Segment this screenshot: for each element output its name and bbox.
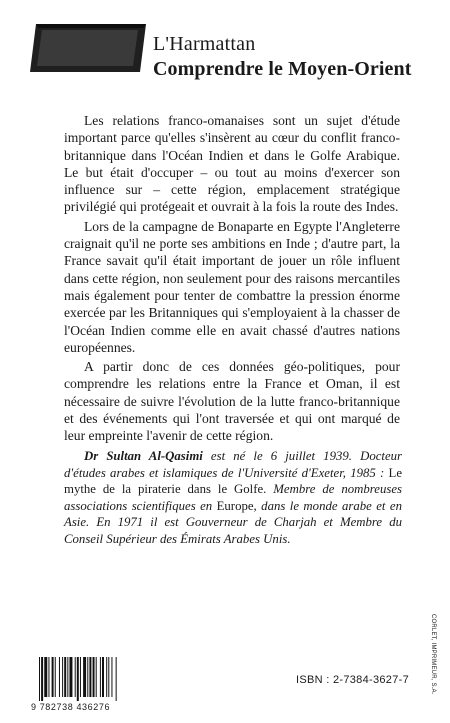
- barcode-bar: [67, 657, 68, 697]
- harmattan-quill-logo-icon: [28, 14, 150, 80]
- publisher-name: L'Harmattan: [153, 33, 256, 55]
- barcode-bar: [62, 657, 63, 697]
- barcode-bar: [87, 657, 88, 697]
- barcode-bar: [55, 657, 56, 697]
- summary-paragraph-1: Les relations franco-omanaises sont un sujet d'étude important parce qu'elles s'insèrent au cœur du conflit franco-britannique dans l'Océan Indien et dans le Golfe Arabique. Le but était d'occuper – ou tout au moins d'exercer son influence sur – cette région, emplacement stratégique privilégié qui protégeait et ouvrait à la fois la route des Indes.: [64, 113, 400, 215]
- barcode-bar: [75, 657, 76, 697]
- summary-paragraph-3: A partir donc de ces données géo-politiques, pour comprendre les relations entre la France et Oman, il est nécessaire de suivre l'évolution de la lutte franco-britannique et des événements qui l'ont traversée et qui ont marqué de leur empreinte l'avenir de cette région.: [64, 359, 400, 444]
- barcode-bar: [93, 657, 95, 697]
- author-bio: [64, 448, 402, 548]
- barcode-bar: [102, 657, 104, 697]
- summary-paragraph-2: Lors de la campagne de Bonaparte en Egypte l'Angleterre craignait qu'il ne porte ses ambitions en Inde ; d'autre part, la France savait qu'il était important de jouer un rôle influent dans cette région, non seulement pour des raisons mercantiles mais également pour tenter de combattre la pression énorme exercée par les Britanniques qui s'employaient à la chasser de l'Océan Indien comme elle en avait chassé d'autres nations européennes.: [64, 218, 400, 355]
- barcode-bar: [41, 657, 43, 701]
- barcode-bar: [108, 657, 109, 697]
- barcode-bar: [44, 657, 47, 697]
- barcode-bar: [106, 657, 107, 697]
- series-title: Comprendre le Moyen-Orient: [153, 58, 412, 80]
- barcode-bar: [69, 657, 72, 697]
- barcode-bar: [96, 657, 97, 697]
- barcode-bar: [100, 657, 101, 697]
- barcode-bar: [39, 657, 40, 701]
- barcode-bar: [52, 657, 54, 697]
- barcode-bar: [64, 657, 66, 697]
- author-book-title: Le mythe de la piraterie dans le Golfe.: [64, 465, 402, 497]
- barcode-bar: [83, 657, 86, 697]
- publisher-logo: [28, 14, 150, 80]
- author-bio-europe: Europe,: [216, 498, 257, 513]
- barcode-bar: [111, 657, 112, 697]
- barcode-bar: [48, 657, 49, 697]
- isbn: ISBN : 2-7384-3627-7: [296, 674, 410, 686]
- author-bio-text-1: est né le 6 juillet 1939. Docteur d'études arabes et islamiques de l'Université d'Exeter, 1985 :: [64, 449, 403, 480]
- barcode-bar: [59, 657, 60, 697]
- barcode-bar: [116, 657, 117, 701]
- author-bio-paragraph: [64, 448, 402, 548]
- barcode: [31, 657, 159, 713]
- author-bio-text-2: Membre de nombreuses associations scientifiques en: [64, 482, 402, 513]
- barcode-bars: [39, 657, 151, 701]
- back-cover-summary: [64, 112, 400, 445]
- author-name: Dr Sultan Al-Qasimi: [84, 449, 203, 463]
- barcode-digits: 9 782738 436276: [31, 702, 111, 712]
- barcode-bar: [77, 657, 79, 701]
- barcode-bar: [89, 657, 91, 697]
- author-bio-text-3: dans le monde arabe et en Asie. En 1971 il est Gouverneur de Charjah et Membre du Conseil Supérieur des Émirats Arabes Unis.: [64, 498, 402, 546]
- barcode-bar: [80, 657, 81, 697]
- printer-credit: CORLET, IMPRIMEUR, S.A.: [430, 614, 436, 695]
